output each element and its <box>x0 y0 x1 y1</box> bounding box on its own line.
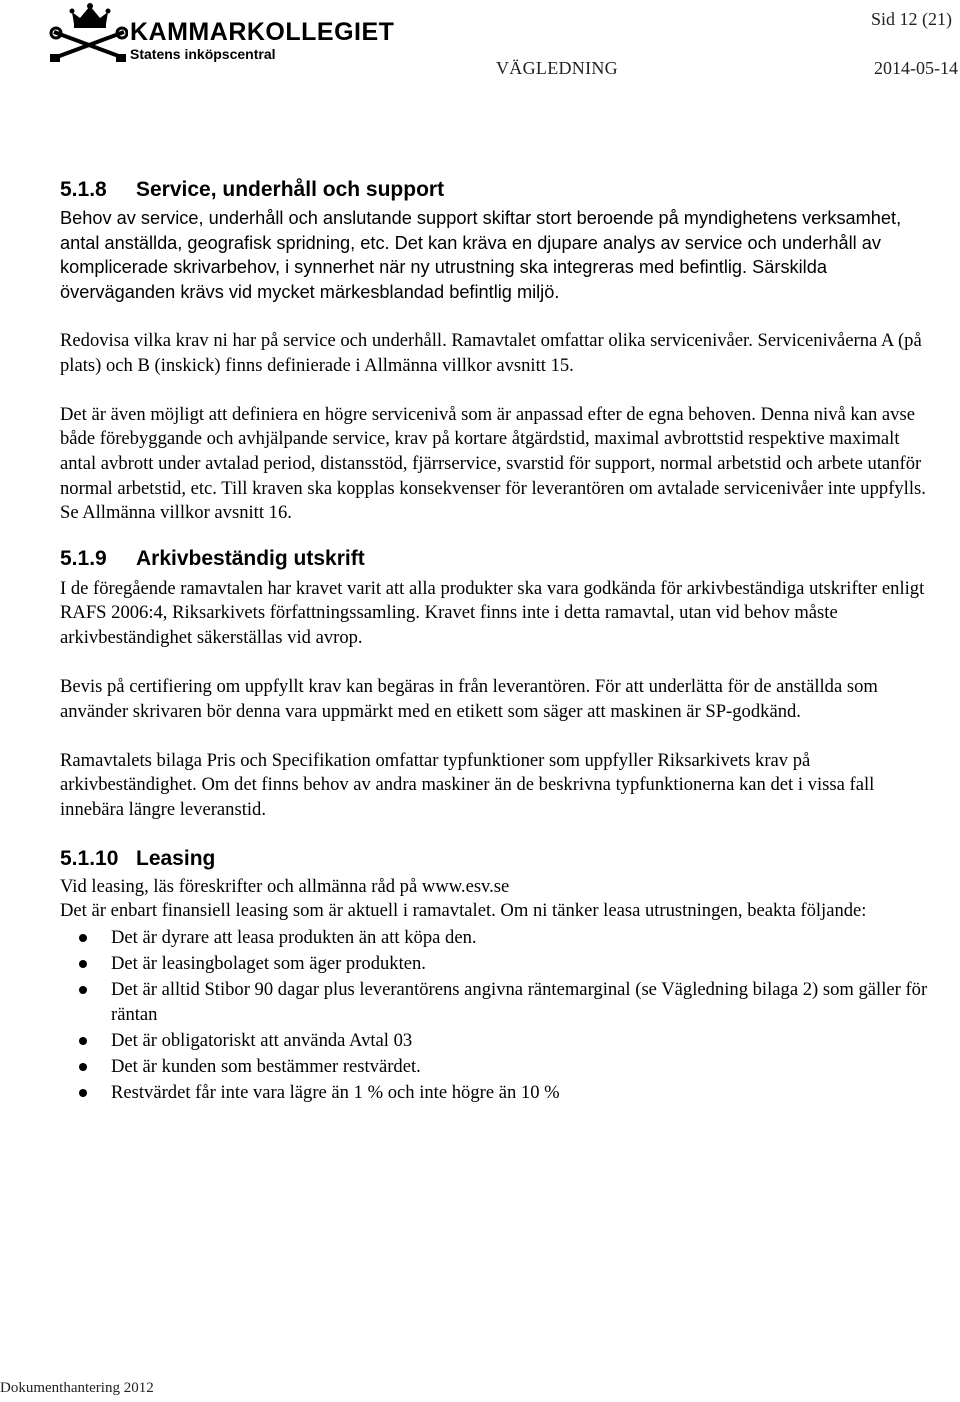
logo-wordmark: KAMMARKOLLEGIET <box>130 18 395 46</box>
section-number: 5.1.10 <box>60 846 119 870</box>
page-footer: Dokumenthantering 2012 <box>0 1380 154 1396</box>
section-5-1-9 <box>60 547 940 823</box>
bullet-list <box>60 926 940 1106</box>
kammarkollegiet-logo <box>48 2 395 64</box>
list-item: Det är kunden som bestämmer restvärdet. <box>60 1055 940 1080</box>
list-item: Restvärdet får inte vara lägre än 1 % och inte högre än 10 % <box>60 1081 940 1106</box>
paragraph: Redovisa vilka krav ni har på service och underhåll. Ramavtalet omfattar olika servicenivåer. Servicenivåerna A (på plats) och B (inskick) finns definierade i Allmänna villkor avsnitt 15. <box>60 329 922 376</box>
document-date: 2014-05-14 <box>874 58 958 78</box>
document-body <box>60 178 940 1108</box>
list-item: Det är alltid Stibor 90 dagar plus leverantörens angivna räntemarginal (se Vägledning bilaga 2) som gäller för räntan <box>60 978 940 1027</box>
paragraph: I de föregående ramavtalen har kravet varit att alla produkter ska vara godkända för arkivbeständiga utskrifter enligt RAFS 2006:4, Riksarkivets författningssamling. Kravet finns inte i detta ramavtal, utan vid behov måste arkivbeständighet säkerställas vid avrop. <box>60 577 925 648</box>
section-heading <box>60 178 940 202</box>
section-number: 5.1.9 <box>60 546 107 570</box>
section-title: Arkivbeständig utskrift <box>136 546 365 570</box>
paragraph: Det är enbart finansiell leasing som är aktuell i ramavtalet. Om ni tänker leasa utrustningen, beakta följande: <box>60 900 867 922</box>
paragraph: Vid leasing, läs föreskrifter och allmänna råd på www.esv.se <box>60 875 510 897</box>
crown-emblem-icon <box>48 2 128 64</box>
section-title: Service, underhåll och support <box>136 178 445 201</box>
section-number: 5.1.8 <box>60 178 107 201</box>
section-5-1-8 <box>60 178 940 526</box>
paragraph: Ramavtalets bilaga Pris och Specifikation omfattar typfunktioner som uppfyller Riksarkivets krav på arkivbeständighet. Om det finns behov av andra maskiner än de beskrivna typfunktionerna kan det i vissa fall innebära längre leveranstid. <box>60 749 875 821</box>
page-number: Sid 12 (21) <box>871 9 952 29</box>
paragraph: Det är även möjligt att definiera en högre servicenivå som är anpassad efter de egna behoven. Denna nivå kan avse både förebyggande och avhjälpande service, krav på kortare åtgärdstid, maximal avbrottstid respektive maximalt antal avbrott under avtalad period, distansstöd, fjärrservice, svarstid för support, normal arbetstid och arbete utanför normal arbetstid, etc. Till kraven ska kopplas konsekvenser för leverantören om avtalade servicenivåer inte uppfylls. Se Allmänna villkor avsnitt 16. <box>60 403 926 524</box>
logo-subtitle: Statens inköpscentral <box>130 46 276 62</box>
list-item: Det är obligatoriskt att använda Avtal 03 <box>60 1029 940 1054</box>
document-type: VÄGLEDNING <box>496 58 618 78</box>
section-5-1-10 <box>60 847 940 1106</box>
paragraph: Behov av service, underhåll och anslutande support skiftar stort beroende på myndighetens verksamhet, antal anställda, geografisk spridning, etc. Det kan kräva en djupare analys av service och underhåll av komplicerade skrivarbehov, i synnerhet när ny utrustning ska integreras med befintlig. Särskilda överväganden krävs vid mycket märkesblandad befintlig miljö. <box>60 208 902 302</box>
section-heading <box>60 847 940 871</box>
section-heading <box>60 547 940 571</box>
list-item: Det är dyrare att leasa produkten än att köpa den. <box>60 926 940 951</box>
paragraph: Bevis på certifiering om uppfyllt krav kan begäras in från leverantören. För att underlätta för de anställda som använder skrivaren bör denna vara uppmärkt med en etikett som säger att maskinen är SP-godkänd. <box>60 676 878 722</box>
section-title: Leasing <box>136 846 216 870</box>
list-item: Det är leasingbolaget som äger produkten. <box>60 952 940 977</box>
